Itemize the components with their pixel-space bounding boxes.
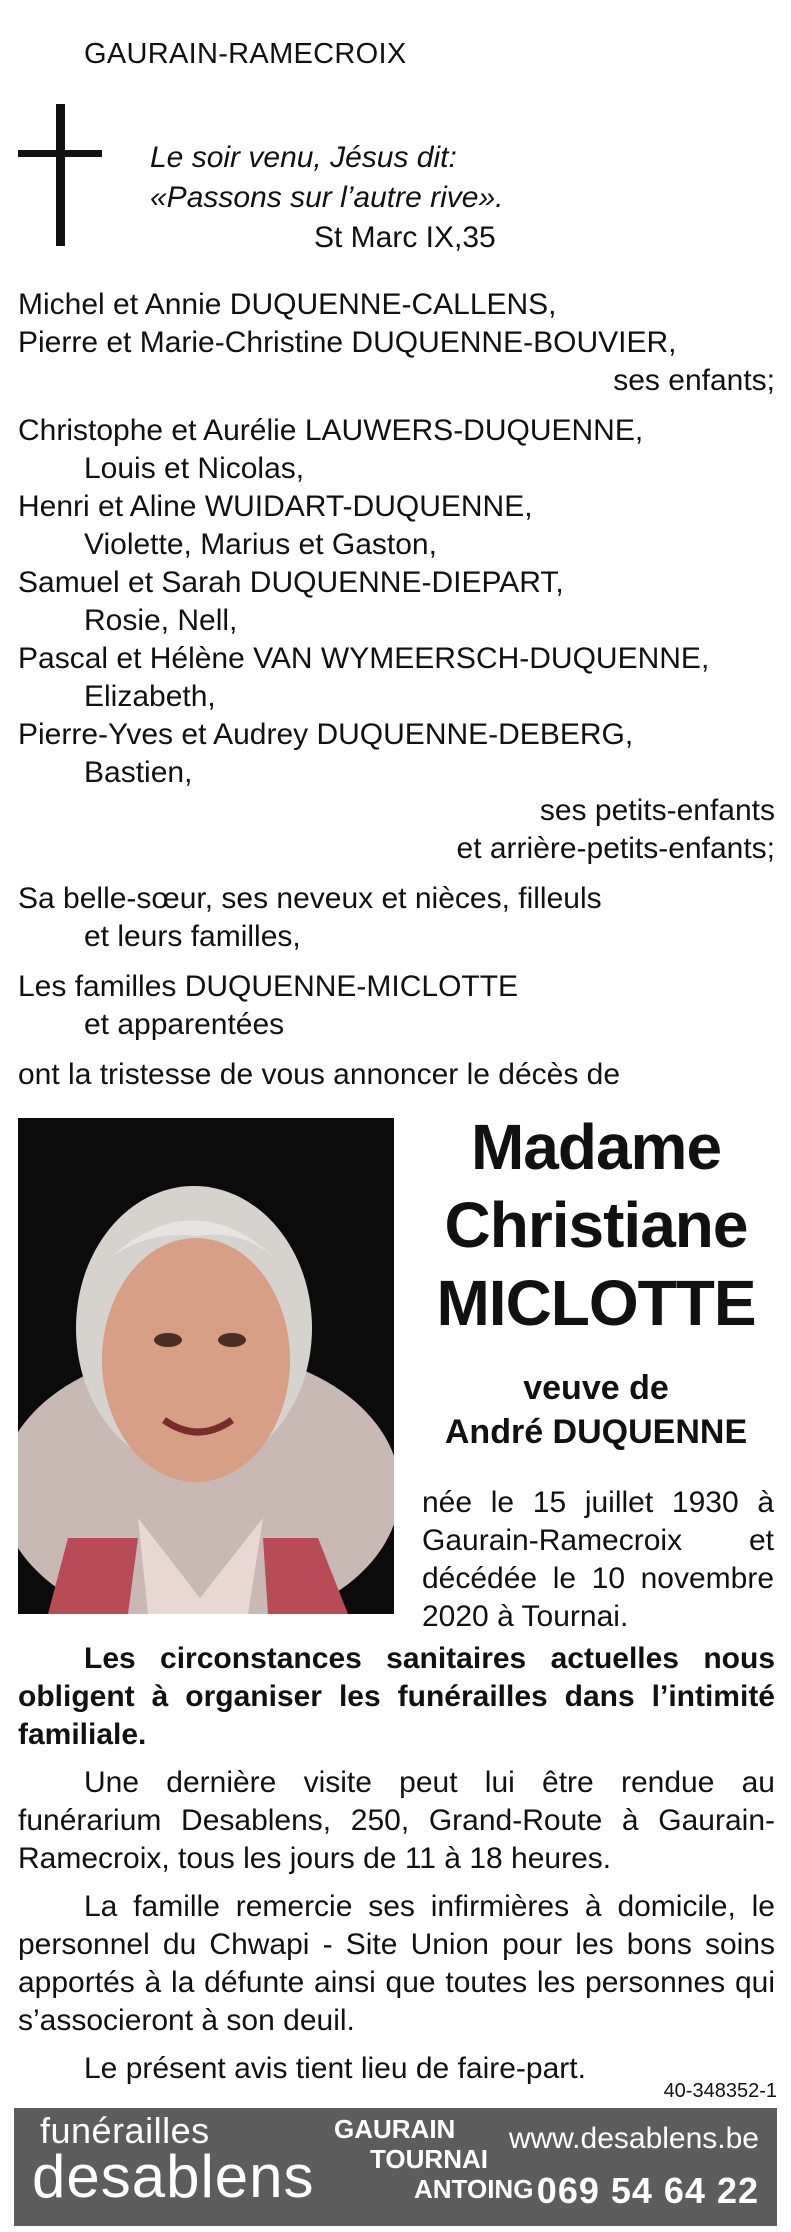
town-tournai: TOURNAI [370,2144,488,2174]
family-line: Louis et Nicolas, [84,452,305,485]
family-line: Les familles DUQUENNE-MICLOTTE [18,970,519,1003]
family-line: Michel et Annie DUQUENNE-CALLENS, [18,288,557,321]
notice-paragraph: Le présent avis tient lieu de faire-part. [84,2052,586,2085]
quote-reference: St Marc IX,35 [314,221,496,254]
town-list [334,2114,534,2204]
family-line: Elizabeth, [84,680,216,713]
family-line: Christophe et Aurélie LAUWERS-DUQUENNE, [18,414,644,447]
portrait-photo [18,1118,394,1614]
thanks-paragraph: La famille remercie ses infirmières à domicile, le personnel du Chwapi - Site Union pour les bons soins apportés à la défunte ainsi que toutes les personnes qui s’associeront à son deuil. [18,1890,775,2037]
quote-line-2: «Passons sur l’autre rive». [150,181,504,214]
family-list [18,286,775,1094]
family-line: Samuel et Sarah DUQUENNE-DIEPART, [18,566,564,599]
deceased-name [408,1108,784,1454]
deceased-first-name: Christiane [444,1189,748,1261]
family-line: et apparentées [84,1008,285,1041]
town-gaurain: GAURAIN [334,2114,456,2144]
family-role: et arrière-petits-enfants; [456,832,775,865]
announcement-line: ont la tristesse de vous annoncer le décès de [18,1058,621,1091]
phone-number: 069 54 64 22 [536,2170,759,2211]
deceased-title: Madame [470,1111,722,1183]
reference-number: 40-348352-1 [663,2080,777,2102]
visit-info: Une dernière visite peut lui être rendue au funérarium Desablens, 250, Grand-Route à Gaurain-Ramecroix, tous les jours de 11 à 18 heures. [18,1766,775,1875]
bible-quote [150,138,504,258]
obituary-body [18,1640,775,2098]
birth-death-details: née le 15 juillet 1930 à Gaurain-Ramecroix et décédée le 10 novembre 2020 à Tournai. [422,1486,774,1633]
family-line: Pierre et Marie-Christine DUQUENNE-BOUVIER, [18,326,677,359]
funeral-home-banner [14,2108,777,2226]
widow-line-1: veuve de [523,1369,669,1407]
family-line: et leurs familles, [84,920,301,953]
cross-icon [18,104,102,246]
widow-line-2: André DUQUENNE [444,1413,748,1451]
family-role: ses enfants; [613,364,775,397]
family-line: Violette, Marius et Gaston, [84,528,437,561]
family-line: Rosie, Nell, [84,604,238,637]
family-line: Sa belle-sœur, ses neveux et nièces, filleuls [18,882,602,915]
family-line: Pierre-Yves et Audrey DUQUENNE-DEBERG, [18,718,634,751]
family-line: Bastien, [84,756,193,789]
family-role: ses petits-enfants [539,794,775,827]
family-line: Henri et Aline WUIDART-DUQUENNE, [18,490,533,523]
town-antoing: ANTOING [414,2174,534,2204]
brand-small: funérailles [40,2110,210,2151]
location-heading: GAURAIN-RAMECROIX [84,38,407,70]
brand-large: desablens [32,2143,315,2210]
deceased-last-name: MICLOTTE [436,1267,756,1339]
quote-line-1: Le soir venu, Jésus dit: [150,141,457,174]
sanitary-notice: Les circonstances sanitaires actuelles nous obligent à organiser les funérailles dans l’intimité familiale. [18,1642,775,1751]
website-link[interactable]: www.desablens.be [508,2122,759,2155]
family-line: Pascal et Hélène VAN WYMEERSCH-DUQUENNE, [18,642,710,675]
